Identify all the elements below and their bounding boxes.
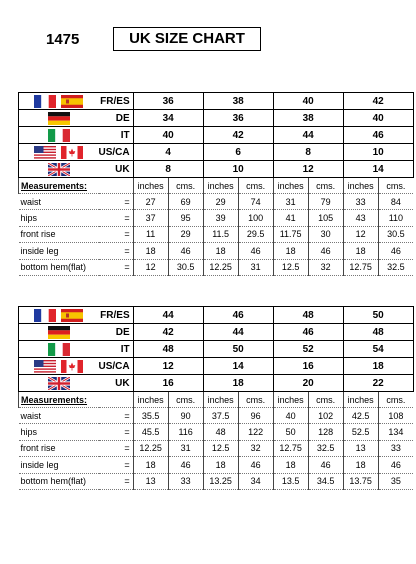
spain-flag-icon	[61, 309, 83, 322]
product-code: 1475	[46, 31, 80, 48]
size-cell: 8	[133, 161, 203, 178]
measurement-value: 12.5	[273, 259, 308, 275]
measurement-value: 13	[343, 440, 378, 456]
measurement-value: 32.5	[378, 259, 413, 275]
size-cell: 48	[273, 307, 343, 324]
unit-cms: cms.	[308, 178, 343, 194]
france-flag-icon	[34, 95, 56, 108]
measurement-value: 84	[378, 194, 413, 210]
measurement-value: 40	[273, 408, 308, 424]
size-cell: 46	[343, 127, 413, 144]
measurement-row	[19, 408, 414, 424]
measurement-value: 102	[308, 408, 343, 424]
measurement-value: 27	[133, 194, 168, 210]
measurement-value: 52.5	[343, 424, 378, 440]
measurement-value: 100	[238, 210, 273, 226]
size-cell: 46	[203, 307, 273, 324]
country-row	[19, 144, 414, 161]
measurement-value: 12.25	[203, 259, 238, 275]
equals-sign: =	[99, 210, 134, 226]
measurement-value: 30.5	[168, 259, 203, 275]
italy-flag-icon	[48, 343, 70, 356]
measurement-value: 12.25	[133, 440, 168, 456]
size-cell: 36	[133, 93, 203, 110]
measurement-label: bottom hem(flat)	[19, 473, 99, 489]
measurement-value: 33	[378, 440, 413, 456]
measurement-value: 13.75	[343, 473, 378, 489]
unit-inches: inches	[273, 392, 308, 408]
measurement-value: 18	[133, 457, 168, 473]
country-row	[19, 93, 414, 110]
country-flags	[19, 358, 99, 375]
measurement-value: 48	[203, 424, 238, 440]
measurement-label: front rise	[19, 226, 99, 242]
usa-flag-icon	[34, 360, 56, 373]
country-row	[19, 341, 414, 358]
unit-cms: cms.	[168, 178, 203, 194]
country-flags	[19, 375, 99, 392]
unit-inches: inches	[133, 178, 168, 194]
size-cell: 12	[133, 358, 203, 375]
size-cell: 8	[273, 144, 343, 161]
size-cell: 20	[273, 375, 343, 392]
equals-sign: =	[99, 243, 134, 259]
measurement-value: 18	[273, 243, 308, 259]
measurement-row	[19, 243, 414, 259]
measurement-value: 13.25	[203, 473, 238, 489]
italy-flag-icon	[48, 129, 70, 142]
size-cell: 54	[343, 341, 413, 358]
unit-cms: cms.	[238, 178, 273, 194]
equals-sign: =	[99, 440, 134, 456]
size-cell: 14	[203, 358, 273, 375]
measurements-header-row	[19, 392, 414, 408]
size-cell: 44	[273, 127, 343, 144]
measurement-value: 13	[133, 473, 168, 489]
measurement-value: 41	[273, 210, 308, 226]
measurement-value: 29	[203, 194, 238, 210]
country-row	[19, 375, 414, 392]
measurement-row	[19, 473, 414, 489]
size-cell: 16	[273, 358, 343, 375]
country-row	[19, 161, 414, 178]
measurement-value: 128	[308, 424, 343, 440]
measurement-value: 12	[343, 226, 378, 242]
size-table-1	[18, 92, 414, 276]
measurement-value: 74	[238, 194, 273, 210]
usa-flag-icon	[34, 146, 56, 159]
measurement-value: 30.5	[378, 226, 413, 242]
size-cell: 12	[273, 161, 343, 178]
measurement-value: 29.5	[238, 226, 273, 242]
measurement-value: 18	[203, 243, 238, 259]
equals-sign: =	[99, 259, 134, 275]
size-cell: 44	[133, 307, 203, 324]
measurement-value: 13.5	[273, 473, 308, 489]
unit-cms: cms.	[308, 392, 343, 408]
equals-sign: =	[99, 473, 134, 489]
size-cell: 10	[343, 144, 413, 161]
measurement-value: 35.5	[133, 408, 168, 424]
measurement-value: 42.5	[343, 408, 378, 424]
measurement-value: 116	[168, 424, 203, 440]
measurement-value: 134	[378, 424, 413, 440]
measurement-value: 31	[273, 194, 308, 210]
measurement-value: 35	[378, 473, 413, 489]
measurement-row	[19, 259, 414, 275]
size-cell: 4	[133, 144, 203, 161]
germany-flag-icon	[48, 112, 70, 125]
size-cell: 42	[343, 93, 413, 110]
measurement-row	[19, 424, 414, 440]
measurement-value: 34.5	[308, 473, 343, 489]
unit-inches: inches	[343, 178, 378, 194]
size-cell: 34	[133, 110, 203, 127]
country-name: US/CA	[99, 144, 134, 161]
canada-flag-icon	[61, 360, 83, 373]
france-flag-icon	[34, 309, 56, 322]
country-name: DE	[99, 110, 134, 127]
measurement-value: 31	[238, 259, 273, 275]
country-row	[19, 127, 414, 144]
size-cell: 40	[133, 127, 203, 144]
country-flags	[19, 161, 99, 178]
country-flags	[19, 307, 99, 324]
measurement-value: 37.5	[203, 408, 238, 424]
measurement-value: 46	[238, 243, 273, 259]
country-row	[19, 358, 414, 375]
measurement-value: 34	[238, 473, 273, 489]
unit-cms: cms.	[238, 392, 273, 408]
measurement-label: front rise	[19, 440, 99, 456]
country-name: UK	[99, 161, 134, 178]
size-cell: 48	[133, 341, 203, 358]
measurement-value: 46	[308, 243, 343, 259]
equals-sign: =	[99, 424, 134, 440]
measurement-value: 18	[343, 457, 378, 473]
country-name: DE	[99, 324, 134, 341]
measurements-label: Measurements:	[19, 392, 134, 408]
size-cell: 36	[203, 110, 273, 127]
equals-sign: =	[99, 226, 134, 242]
country-flags	[19, 110, 99, 127]
country-name: FR/ES	[99, 307, 134, 324]
measurement-value: 46	[378, 243, 413, 259]
measurement-value: 31	[168, 440, 203, 456]
country-flags	[19, 341, 99, 358]
measurement-value: 32.5	[308, 440, 343, 456]
size-cell: 50	[343, 307, 413, 324]
size-cell: 42	[203, 127, 273, 144]
measurement-value: 32	[238, 440, 273, 456]
equals-sign: =	[99, 408, 134, 424]
measurement-value: 11	[133, 226, 168, 242]
country-name: IT	[99, 127, 134, 144]
measurement-value: 33	[343, 194, 378, 210]
size-cell: 38	[273, 110, 343, 127]
measurement-label: waist	[19, 408, 99, 424]
measurement-value: 18	[273, 457, 308, 473]
unit-cms: cms.	[378, 178, 413, 194]
measurement-value: 46	[308, 457, 343, 473]
measurement-value: 12.75	[273, 440, 308, 456]
unit-inches: inches	[203, 392, 238, 408]
country-row	[19, 307, 414, 324]
measurement-value: 29	[168, 226, 203, 242]
measurement-value: 43	[343, 210, 378, 226]
country-row	[19, 110, 414, 127]
measurement-label: hips	[19, 210, 99, 226]
measurement-value: 45.5	[133, 424, 168, 440]
measurement-value: 69	[168, 194, 203, 210]
measurement-value: 110	[378, 210, 413, 226]
measurement-label: inside leg	[19, 243, 99, 259]
equals-sign: =	[99, 194, 134, 210]
unit-inches: inches	[273, 178, 308, 194]
measurement-value: 18	[203, 457, 238, 473]
country-name: IT	[99, 341, 134, 358]
measurement-value: 46	[378, 457, 413, 473]
size-cell: 46	[273, 324, 343, 341]
measurement-value: 12	[133, 259, 168, 275]
uk-flag-icon	[48, 377, 70, 390]
size-cell: 50	[203, 341, 273, 358]
germany-flag-icon	[48, 326, 70, 339]
unit-cms: cms.	[168, 392, 203, 408]
measurement-value: 33	[168, 473, 203, 489]
country-name: FR/ES	[99, 93, 134, 110]
measurements-label: Measurements:	[19, 178, 134, 194]
size-cell: 44	[203, 324, 273, 341]
measurement-row	[19, 194, 414, 210]
measurement-value: 105	[308, 210, 343, 226]
measurement-value: 39	[203, 210, 238, 226]
size-cell: 22	[343, 375, 413, 392]
measurement-value: 11.75	[273, 226, 308, 242]
measurement-value: 90	[168, 408, 203, 424]
measurements-header-row	[19, 178, 414, 194]
country-flags	[19, 93, 99, 110]
size-cell: 40	[273, 93, 343, 110]
equals-sign: =	[99, 457, 134, 473]
size-table-2	[18, 306, 414, 490]
canada-flag-icon	[61, 146, 83, 159]
measurement-value: 95	[168, 210, 203, 226]
country-flags	[19, 127, 99, 144]
measurement-value: 11.5	[203, 226, 238, 242]
measurement-value: 96	[238, 408, 273, 424]
measurement-row	[19, 457, 414, 473]
size-cell: 48	[343, 324, 413, 341]
unit-inches: inches	[133, 392, 168, 408]
size-cell: 42	[133, 324, 203, 341]
measurement-label: waist	[19, 194, 99, 210]
measurement-value: 46	[168, 243, 203, 259]
country-name: US/CA	[99, 358, 134, 375]
size-cell: 18	[203, 375, 273, 392]
measurement-value: 18	[343, 243, 378, 259]
measurement-label: inside leg	[19, 457, 99, 473]
measurement-value: 12.75	[343, 259, 378, 275]
measurement-value: 46	[168, 457, 203, 473]
size-cell: 16	[133, 375, 203, 392]
size-cell: 10	[203, 161, 273, 178]
size-cell: 40	[343, 110, 413, 127]
size-cell: 6	[203, 144, 273, 161]
measurement-row	[19, 210, 414, 226]
measurement-value: 37	[133, 210, 168, 226]
unit-inches: inches	[203, 178, 238, 194]
spain-flag-icon	[61, 95, 83, 108]
country-flags	[19, 144, 99, 161]
measurement-value: 50	[273, 424, 308, 440]
unit-cms: cms.	[378, 392, 413, 408]
size-cell: 14	[343, 161, 413, 178]
measurement-label: hips	[19, 424, 99, 440]
size-cell: 38	[203, 93, 273, 110]
measurement-row	[19, 440, 414, 456]
measurement-row	[19, 226, 414, 242]
measurement-value: 32	[308, 259, 343, 275]
measurement-value: 108	[378, 408, 413, 424]
measurement-value: 122	[238, 424, 273, 440]
page-title: UK SIZE CHART	[113, 27, 261, 51]
measurement-value: 46	[238, 457, 273, 473]
country-row	[19, 324, 414, 341]
measurement-label: bottom hem(flat)	[19, 259, 99, 275]
measurement-value: 79	[308, 194, 343, 210]
country-name: UK	[99, 375, 134, 392]
size-cell: 18	[343, 358, 413, 375]
measurement-value: 12.5	[203, 440, 238, 456]
measurement-value: 18	[133, 243, 168, 259]
size-cell: 52	[273, 341, 343, 358]
unit-inches: inches	[343, 392, 378, 408]
uk-flag-icon	[48, 163, 70, 176]
country-flags	[19, 324, 99, 341]
measurement-value: 30	[308, 226, 343, 242]
